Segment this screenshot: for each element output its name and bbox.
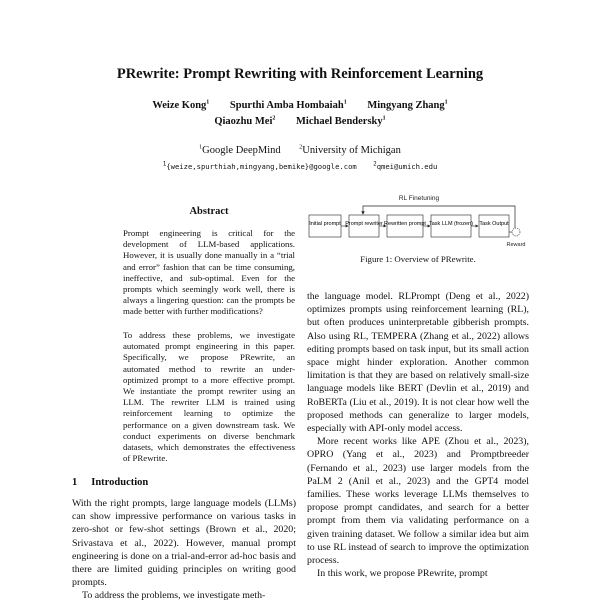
box-rewritten-prompt [384, 215, 426, 237]
svg-text:Rewritten prompt: Rewritten prompt [384, 221, 426, 227]
abstract-paragraph-1: Prompt engineering is critical for the development of LLM-based applications. However, it is usually done manually in a “trial and error” fashion that can be time consuming, ineffective, and sub-optimal. Even for the prompts which seemingly work well, there is always a lingering question: can the prompts be made better with further modifications? [123, 228, 295, 317]
author-line-1 [0, 100, 600, 111]
emails [0, 162, 600, 171]
author-line-2 [0, 116, 600, 127]
right-column-text [307, 290, 529, 580]
prewrite-overview-figure [307, 192, 531, 250]
author: Spurthi Amba Hombaiah$^1$ [229, 99, 347, 111]
reward-label: Reward [506, 242, 526, 248]
abstract-heading: Abstract [189, 206, 229, 217]
affiliation: $^2$University of Michigan [299, 144, 401, 156]
svg-text:Initial prompt: Initial prompt [309, 221, 341, 227]
affiliations [0, 145, 600, 156]
paragraph: To address the problems, we investigate meth- [82, 590, 266, 602]
box-initial-prompt [309, 215, 341, 237]
box-task-llm [429, 215, 473, 237]
email: $^1${weize,spurthiah,mingyang,bemike}@google.com [162, 160, 357, 171]
svg-text:Prompt rewriter: Prompt rewriter [345, 221, 383, 227]
svg-text:Task Output: Task Output [479, 221, 509, 227]
paragraph: With the right prompts, large language models (LLMs) can show impressive performance on various tasks in zero-shot or few-shot settings (Brown et al., 2020; Srivastava et al., 2022). However, manual prompt engineering is done on a trial-and-error ad-hoc basis and there are limited guiding principles on writing good prompts. [72, 498, 296, 589]
author: Mingyang Zhang$^1$ [367, 99, 448, 111]
reward-node [512, 228, 520, 236]
svg-text:Task LLM (frozen): Task LLM (frozen) [428, 221, 474, 227]
paragraph: More recent works like APE (Zhou et al., 2023), OPRO (Yang et al., 2023) and Promptbreeder (Fernando et al., 2023) use larger models from the PaLM 2 (Anil et al., 2023) and the GPT4 model families. These works leverage LLMs themselves to propose prompt candidates, and search for a better prompt from them via validating performance on a given training dataset. We follow a similar idea but aim to use RL instead of search to improve the optimization process. [307, 436, 529, 567]
box-prompt-rewriter [345, 215, 383, 237]
author: Qiaozhu Mei$^2$ [214, 115, 276, 127]
intro-text [72, 497, 296, 603]
loop-label: RL Finetuning [398, 195, 440, 202]
affiliation: $^1$Google DeepMind [199, 144, 281, 156]
email: $^2$qmei@umich.edu [373, 160, 438, 171]
box-task-output [479, 215, 509, 237]
abstract-paragraph-2: To address these problems, we investigate automated prompt engineering in this paper. Specifically, we propose PRewrite, an automated method to rewrite an under-optimized prompt to a more effective prompt. We instantiate the prompt rewriter using an LLM. The rewriter LLM is trained using reinforcement learning to optimize the performance on a given downstream task. We conduct experiments on diverse benchmark datasets, which demonstrates the effectiveness of PRewrite. [123, 330, 295, 464]
section-heading: 1 Introduction [72, 477, 149, 488]
paragraph: In this work, we propose PRewrite, prompt [317, 568, 488, 580]
figure-caption: Figure 1: Overview of PRewrite. [360, 254, 476, 264]
paragraph: the language model. RLPrompt (Deng et al., 2022) optimizes prompts using reinforcement learning (RL), but often produces uninterpretable gibberish prompts. Also using RL, TEMPERA (Zhang et al., 2022) allows editing prompts based on task input, but its small action space might hinder exploration. Another common limitation is that they are based on relatively small-size language models like BERT (Devlin et al., 2019) and RoBERTa (Liu et al., 2019). It is not clear how well the proposed methods can generalize to larger models, especially with API-only model access. [307, 291, 529, 435]
paper-title: PRewrite: Prompt Rewriting with Reinforcement Learning [116, 66, 484, 82]
author: Michael Bendersky$^1$ [296, 115, 386, 127]
author: Weize Kong$^1$ [152, 99, 210, 111]
